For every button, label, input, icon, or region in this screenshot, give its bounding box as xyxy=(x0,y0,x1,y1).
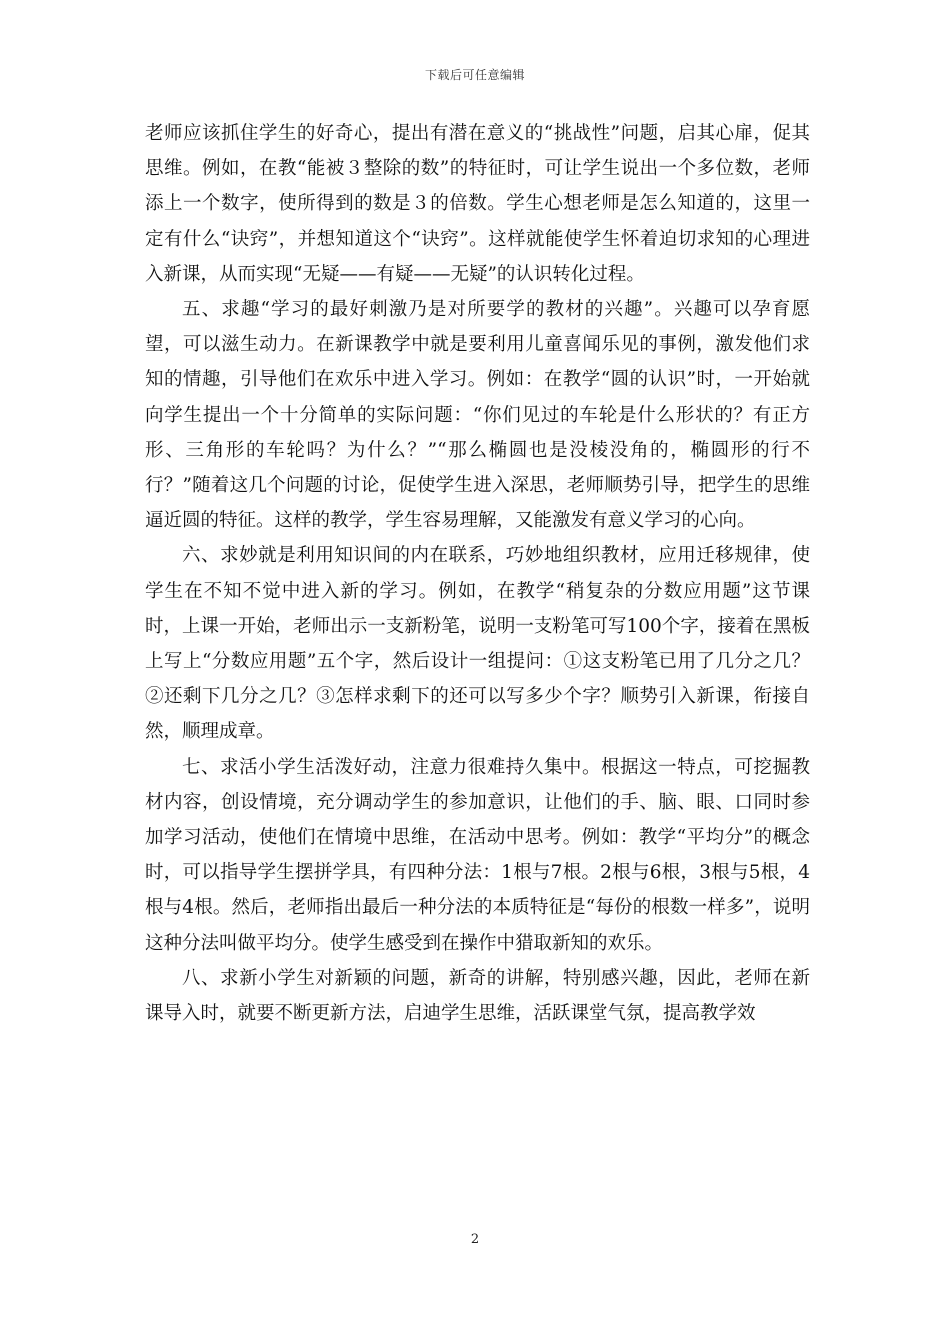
document-body xyxy=(145,116,810,1031)
paragraph-qiu-huo: 七、求活小学生活泼好动，注意力很难持久集中。根据这一特点，可挖掘教材内容，创设情境，充分调动学生的参加意识，让他们的手、脑、眼、口同时参加学习活动，使他们在情境中思维，在活动中思考。例如：教学“平均分”的概念时，可以指导学生摆拼学具，有四种分法：1根与7根。2根与6根，3根与5根，4根与4根。然后，老师指出最后一种分法的本质特征是“每份的根数一样多”，说明这种分法叫做平均分。使学生感受到在操作中猎取新知的欢乐。 xyxy=(145,756,810,954)
paragraph-qiu-miao: 六、求妙就是利用知识间的内在联系，巧妙地组织教材，应用迁移规律，使学生在不知不觉中进入新的学习。例如，在教学“稍复杂的分数应用题”这节课时，上课一开始，老师出示一支新粉笔，说明一支粉笔可写100个字，接着在黑板上写上“分数应用题”五个字，然后设计一组提问：①这支粉笔已用了几分之几？②还剩下几分之几？③怎样求剩下的还可以写多少个字？顺势引入新课，衔接自然，顺理成章。 xyxy=(145,545,810,743)
page-number: 2 xyxy=(470,1232,480,1247)
paragraph-continuation: 老师应该抓住学生的好奇心，提出有潜在意义的“挑战性”问题，启其心扉，促其思维。例如，在教“能被３整除的数”的特征时，可让学生说出一个多位数，老师添上一个数字，使所得到的数是３的倍数。学生心想老师是怎么知道的，这里一定有什么“诀窍”，并想知道这个“诀窍”。这样就能使学生怀着迫切求知的心理进入新课，从而实现“无疑——有疑——无疑”的认识转化过程。 xyxy=(145,123,810,285)
page-header: 下载后可任意编辑 xyxy=(424,68,525,82)
paragraph-qiu-xin: 八、求新小学生对新颖的问题，新奇的讲解，特别感兴趣，因此，老师在新课导入时，就要不断更新方法，启迪学生思维，活跃课堂气氛，提高教学效 xyxy=(145,967,810,1025)
paragraph-qiu-qu: 五、求趣“学习的最好刺激乃是对所要学的教材的兴趣”。兴趣可以孕育愿望，可以滋生动力。在新课教学中就是要利用儿童喜闻乐见的事例，激发他们求知的情趣，引导他们在欢乐中进入学习。例如：在教学“圆的认识”时，一开始就向学生提出一个十分简单的实际问题：“你们见过的车轮是什么形状的？有正方形、三角形的车轮吗？为什么？”“那么椭圆也是没棱没角的，椭圆形的行不行？”随着这几个问题的讨论，促使学生进入深思，老师顺势引导，把学生的思维逼近圆的特征。这样的教学，学生容易理解，又能激发有意义学习的心向。 xyxy=(145,299,810,532)
